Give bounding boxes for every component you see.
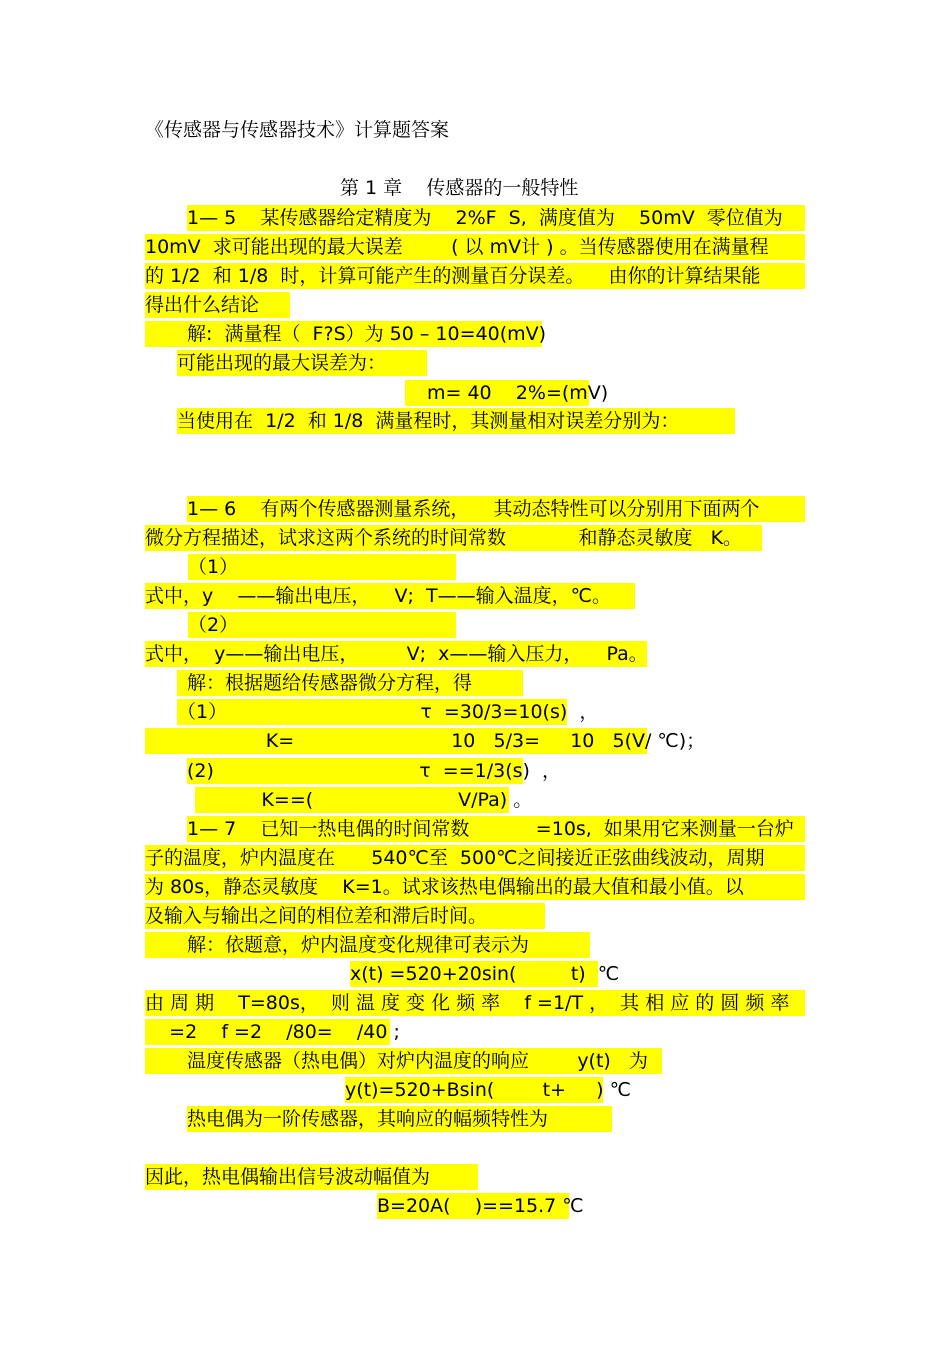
text-line: 得出什么结论 [145, 292, 290, 318]
text-line: （1） [188, 554, 456, 580]
text-line: x(t) =520+20sin( t) ℃ [350, 963, 620, 985]
text-line: (2) τ ==1/3(s) ， [187, 760, 561, 782]
text-line: 式中， y——输出电压， V; x——输入压力， Pa。 [145, 643, 648, 665]
text-line: m= 40 2%=(mV) [405, 380, 589, 406]
text-line: 1— 5 某传感器给定精度为 2%F S, 满度值为 50mV 零位值为 [187, 205, 805, 231]
text-line: 解：根据题给传感器微分方程，得 [177, 670, 523, 696]
text-line: 10mV 求可能出现的最大误差 ( 以 mV计 ) 。当传感器使用在满量程 [145, 234, 805, 260]
text-line: （1） τ =30/3=10(s) ， [177, 701, 599, 723]
text-line: 1— 6 有两个传感器测量系统， 其动态特性可以分别用下面两个 [187, 496, 805, 522]
text-line: K==( V/Pa) 。 [195, 789, 533, 811]
text-line: （2） [188, 612, 456, 638]
text-line: 及输入与输出之间的相位差和滞后时间。 [145, 903, 545, 929]
text-line: =2 f =2 /80= /40 ; [145, 1021, 400, 1043]
doc-title: 《传感器与传感器技术》计算题答案 [145, 119, 450, 141]
text-line: 子的温度，炉内温度在 540℃至 500℃之间接近正弦曲线波动，周期 [145, 845, 805, 871]
text-line: y(t)=520+Bsin( t+ ) ℃ [345, 1079, 631, 1101]
text-line: 为 80s，静态灵敏度 K=1。试求该热电偶输出的最大值和最小值。以 [145, 874, 805, 900]
text-line: 解: 满量程（ F?S）为 50 – 10=40(mV) [145, 321, 542, 347]
text-line: K= 10 5/3= 10 5(V/ ℃)； [145, 730, 706, 752]
text-line: 温度传感器（热电偶）对炉内温度的响应 y(t) 为 [145, 1048, 662, 1074]
text-line: 微分方程描述，试求这两个系统的时间常数 和静态灵敏度 K。 [145, 525, 762, 551]
text-line: 解：依题意，炉内温度变化规律可表示为 [145, 932, 590, 958]
text-line: B=20A( )==15.7 ℃ [377, 1195, 584, 1217]
text-line: 1— 7 已知一热电偶的时间常数 =10s, 如果用它来测量一台炉 [187, 816, 805, 842]
text-line: 式中，y ——输出电压， V; T——输入温度，℃。 [145, 583, 635, 609]
text-line: 可能出现的最大误差为： [177, 350, 427, 376]
text-line: 由 周 期 T=80s， 则 温 度 变 化 频 率 f =1/T ， 其 相 应 的 圆 频 率 [145, 990, 805, 1016]
text-line: 当使用在 1/2 和 1/8 满量程时，其测量相对误差分别为： [177, 408, 735, 434]
chapter-title: 第 1 章 传感器的一般特性 [340, 177, 579, 199]
text-line: 因此，热电偶输出信号波动幅值为 [145, 1164, 478, 1190]
text-line: 的 1/2 和 1/8 时，计算可能产生的测量百分误差。 由你的计算结果能 [145, 263, 805, 289]
text-line: 热电偶为一阶传感器，其响应的幅频特性为 [187, 1106, 612, 1132]
